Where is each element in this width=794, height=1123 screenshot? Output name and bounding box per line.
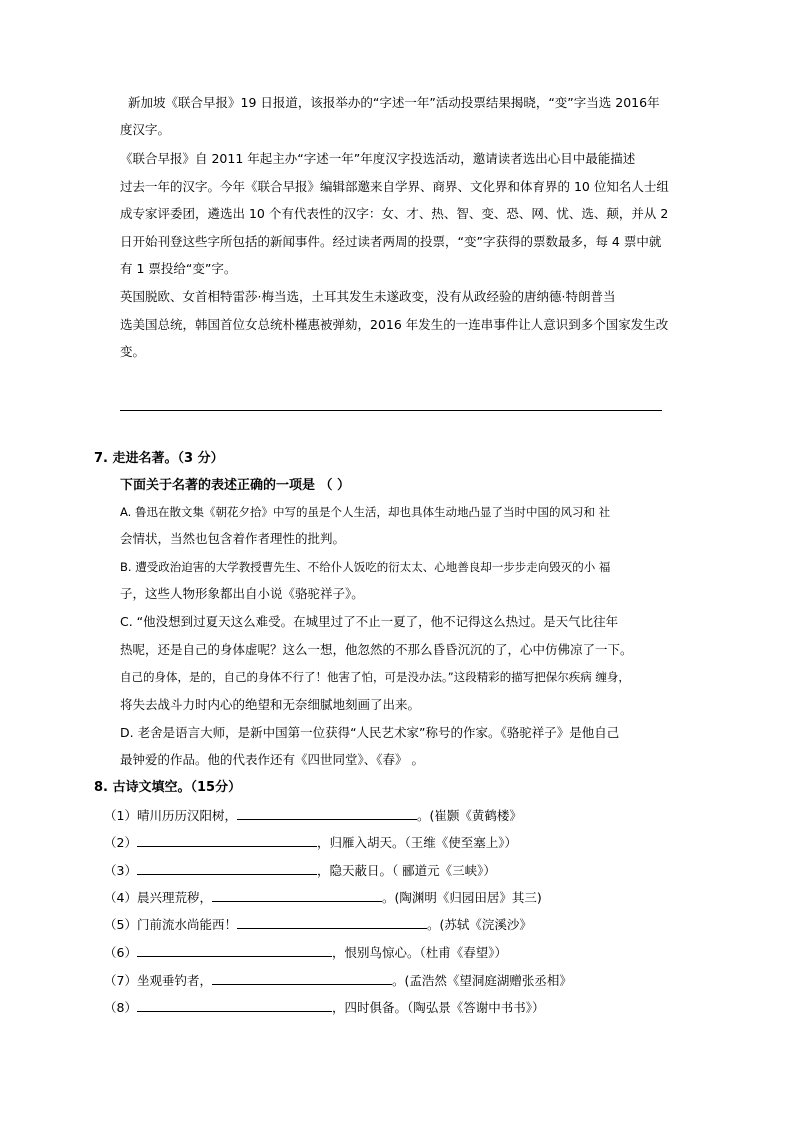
- fill-blank-input[interactable]: [137, 998, 332, 1012]
- q7-prompt: 下面关于名著的表述正确的一项是 （ ）: [120, 478, 351, 493]
- q8-item-number: （4）: [104, 890, 137, 905]
- q8-item-source: ，四时俱备。（陶弘景《答谢中书书》）: [331, 1000, 545, 1015]
- q8-item: [104, 915, 532, 934]
- passage-p2-line4: 日开始刊登这些字所包括的新闻事件。经过读者两周的投票，“变”字获得的票数最多，每 4 票中就: [120, 234, 662, 249]
- passage-p3-line3: 变。: [120, 344, 146, 359]
- q8-item: [104, 888, 542, 907]
- passage-p2-line2: 过去一年的汉字。今年《联合早报》编辑部邀来自学界、商界、文化界和体育界的 10 位知名人士组: [120, 179, 669, 194]
- q7-heading: 7. 走进名著。（3 分）: [94, 451, 224, 466]
- fill-blank-input[interactable]: [137, 861, 317, 875]
- q8-item-source: ，归雁入胡天。（王维《使至塞上》）: [316, 835, 517, 850]
- q8-item-source: ，隐天蔽日。（ 郦道元《三峡》）: [316, 863, 496, 878]
- q7-option-c-line3: 自己的身体，是的，自己的身体不行了！他害了怕，可是没办法。”这段精彩的描写把保尔疾病 缠身，: [120, 670, 630, 684]
- q8-heading: 8. 古诗文填空。（15分）: [94, 780, 242, 795]
- passage-p3-line2: 选美国总统，韩国首位女总统朴槿惠被弹劾，2016 年发生的一连串事件让人意识到多个国家发生改: [120, 317, 669, 332]
- q7-option-c-line4: 将失去战斗力时内心的绝望和无奈细腻地刻画了出来。: [120, 697, 421, 712]
- passage-p1-line1: 新加坡《联合早报》19 日报道，该报举办的“字述一年”活动投票结果揭晓，“变”字当选 2016年: [128, 95, 660, 110]
- q8-item-number: （3）: [104, 863, 137, 878]
- fill-blank-input[interactable]: [137, 833, 317, 847]
- q8-item: [104, 998, 544, 1017]
- q8-item-number: （7）: [104, 973, 137, 988]
- q7-option-c-line2: 热呢，还是自己的身体虚呢？这么一想，他忽然的不那么昏昏沉沉的了，心中仿佛凉了一下。: [120, 642, 633, 657]
- q7-option-b-line1[interactable]: B. 遭受政治迫害的大学教授曹先生、不给仆人饭吃的衍太太、心地善良却一步步走向毁灭的小 福: [120, 560, 611, 574]
- fill-blank-input[interactable]: [212, 971, 392, 985]
- q8-item-number: （8）: [104, 1000, 137, 1015]
- q7-option-a-line1[interactable]: A. 鲁迅在散文集《朝花夕拾》中写的虽是个人生活，却也具体生动地凸显了当时中国的风习和 社: [120, 505, 611, 519]
- q8-item: [104, 833, 517, 852]
- q8-item-number: （2）: [104, 835, 137, 850]
- passage-p2-line3: 成专家评委团，遴选出 10 个有代表性的汉字：女、才、热、智、变、恐、网、忧、选、颠，并从 2: [120, 206, 669, 221]
- passage-p1-line2: 度汉字。: [120, 122, 171, 137]
- q7-option-a-line2: 会情状，当然也包含着作者理性的批判。: [120, 531, 346, 546]
- q8-item-number: （6）: [104, 945, 137, 960]
- q7-option-d-line2: 最钟爱的作品。他的代表作还有《四世同堂》、《春》 。: [120, 752, 424, 767]
- q8-item: [104, 971, 572, 990]
- answer-line[interactable]: [120, 410, 662, 411]
- fill-blank-input[interactable]: [137, 943, 332, 957]
- q8-item-source: 。(陶渊明《归园田居》其三): [381, 890, 542, 905]
- q8-item-source: 。(孟浩然《望洞庭湖赠张丞相》: [391, 973, 572, 988]
- fill-blank-input[interactable]: [237, 806, 417, 820]
- q7-option-b-line2: 子，这些人物形象都出自小说《骆驼祥子》。: [120, 586, 364, 601]
- passage-p3-line1: 英国脱欧、女首相特雷莎·梅当选，土耳其发生未遂政变，没有从政经验的唐纳德·特朗普当: [120, 289, 616, 304]
- q8-item-text-before: 门前流水尚能西！: [136, 917, 237, 932]
- q8-item-text-before: 晴川历历汉阳树，: [136, 808, 237, 823]
- passage-p2-line1: 《联合早报》自 2011 年起主办“字述一年”年度汉字投选活动，邀请读者选出心目中最能描述: [120, 151, 636, 166]
- q8-item: [104, 861, 496, 880]
- q8-item-text-before: 晨兴理荒秽，: [136, 890, 212, 905]
- q8-item-source: 。(崔颢《黄鹤楼》: [416, 808, 522, 823]
- q8-item-number: （1）: [104, 808, 137, 823]
- q8-item: [104, 806, 522, 825]
- q7-option-c-line1[interactable]: C. “他没想到过夏天这么难受。在城里过了不止一夏了，他不记得这么热过。是天气比往年: [120, 614, 619, 629]
- q8-item-text-before: 坐观垂钓者，: [136, 973, 212, 988]
- q7-option-d-line1[interactable]: D. 老舍是语言大师，是新中国第一位获得“人民艺术家”称号的作家。《骆驼祥子》是他自己: [120, 725, 620, 740]
- passage-p2-line5: 有 1 票投给“变”字。: [120, 261, 237, 276]
- fill-blank-input[interactable]: [237, 915, 427, 929]
- fill-blank-input[interactable]: [212, 888, 382, 902]
- q8-item-number: （5）: [104, 917, 137, 932]
- q8-item-source: 。(苏轼《浣溪沙》: [426, 917, 532, 932]
- q8-item: [104, 943, 507, 962]
- q8-item-source: ，恨别鸟惊心。（杜甫《春望》）: [331, 945, 507, 960]
